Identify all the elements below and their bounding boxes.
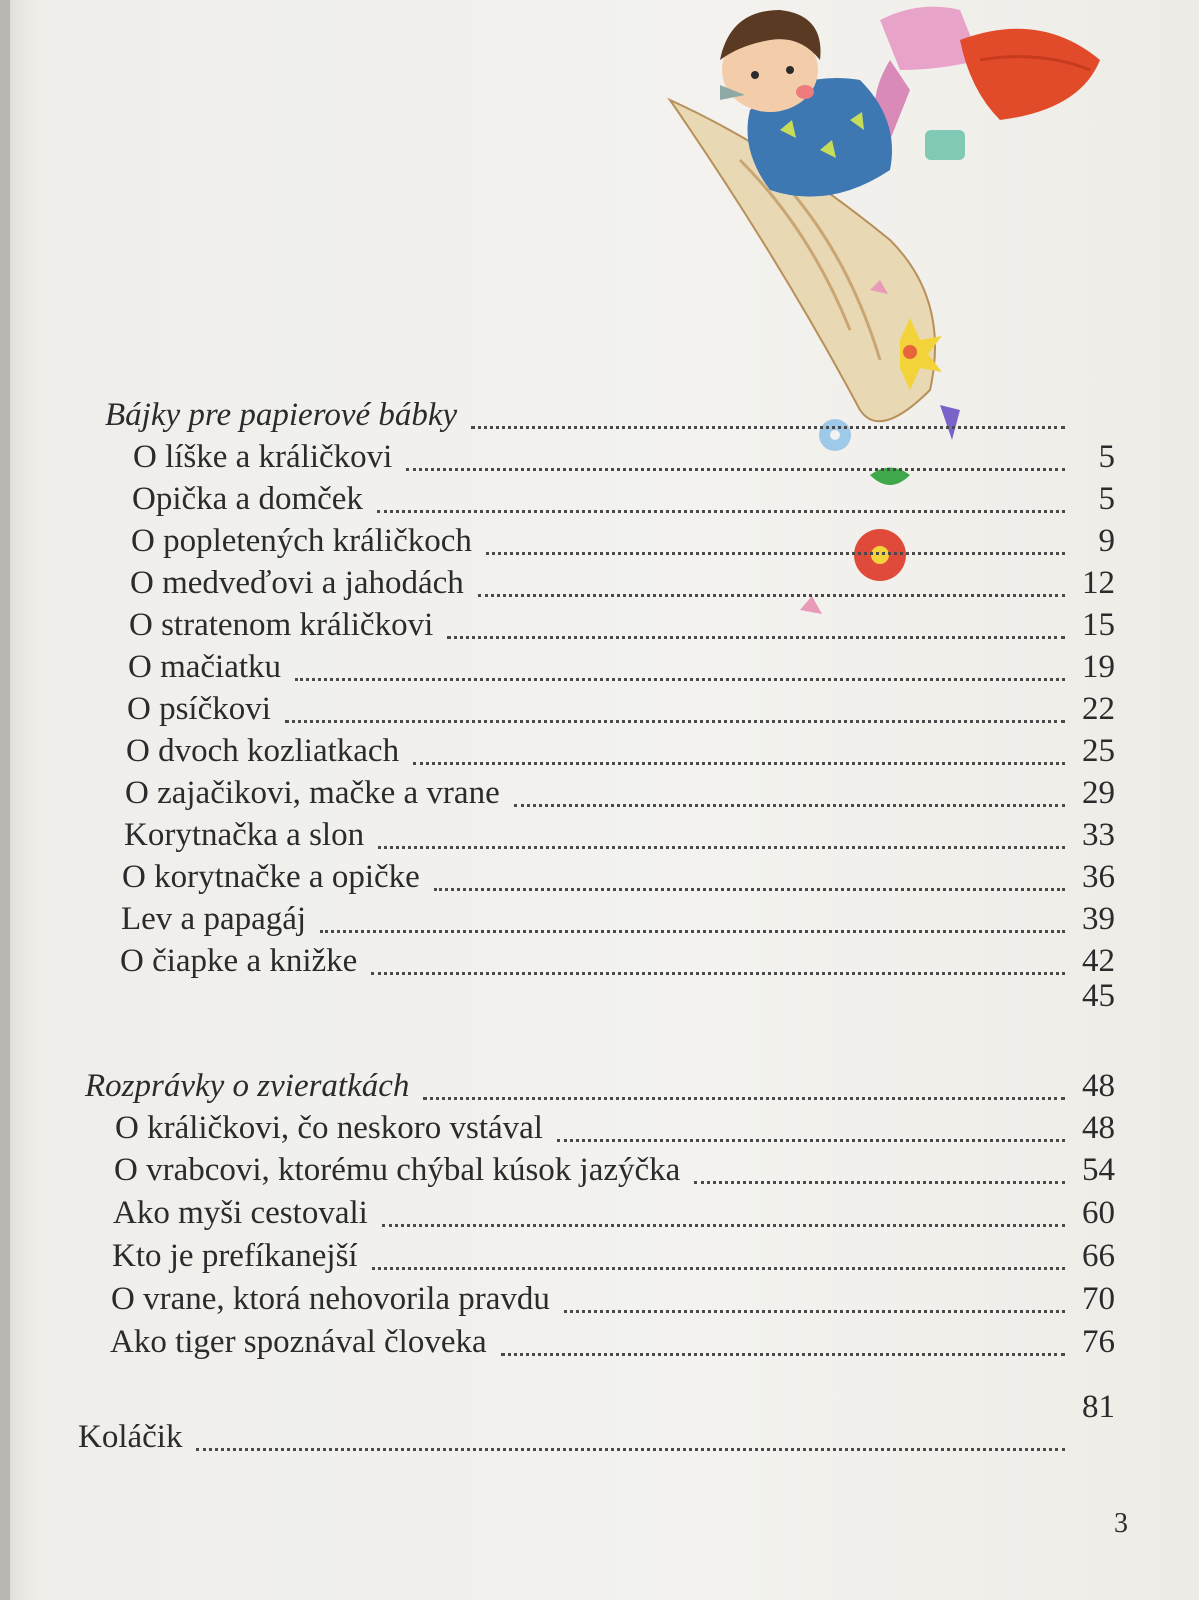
page-number: 3: [1114, 1508, 1128, 1539]
toc-entry-final[interactable]: [78, 1389, 1115, 1457]
toc-entry-title: Ako myši cestovali: [113, 1195, 368, 1231]
toc-page-number: 39: [1082, 901, 1115, 937]
toc-entry[interactable]: [115, 1108, 1115, 1148]
toc-page-number: 5: [1098, 439, 1115, 475]
toc-entry-title: O dvoch kozliatkach: [126, 733, 400, 769]
toc-entry-title: O stratenom králičkovi: [129, 607, 434, 643]
toc-page-number: 33: [1082, 817, 1115, 853]
toc-page-number: 15: [1082, 607, 1115, 643]
toc-entry-title: Korytnačka a slon: [124, 817, 365, 853]
toc-page-number: 5: [1098, 481, 1115, 517]
dot-leader: [378, 846, 1065, 849]
toc-entry-title: O vrane, ktorá nehovorila pravdu: [111, 1281, 550, 1317]
toc-entry-title: O čiapke a knižke: [120, 943, 358, 979]
toc-page-number: 76: [1082, 1324, 1115, 1360]
toc-entry-title: O líške a králičkovi: [133, 439, 393, 475]
toc-entry-title: O králičkovi, čo neskoro vstával: [115, 1110, 543, 1146]
toc-page-number: 81: [1082, 1389, 1115, 1425]
toc-entry-title: Kto je prefíkanejší: [112, 1238, 358, 1274]
toc-page-number: 22: [1082, 691, 1115, 727]
toc-entry[interactable]: [129, 605, 1115, 645]
toc-section[interactable]: [85, 1066, 1115, 1106]
toc-entry-title: Ako tiger spoznával človeka: [110, 1324, 487, 1360]
dot-leader: [501, 1353, 1065, 1356]
toc-entry[interactable]: [124, 815, 1115, 855]
dot-leader: [434, 888, 1065, 891]
toc-section-title: Bájky pre papierové bábky: [105, 397, 458, 433]
toc-section-title: Rozprávky o zvieratkách: [85, 1068, 410, 1104]
dot-leader: [377, 510, 1065, 513]
toc-entry-title: O mačiatku: [128, 649, 282, 685]
toc-page-number: 9: [1098, 523, 1115, 559]
dot-leader: [406, 468, 1065, 471]
toc-page-number: 45: [1082, 978, 1115, 1014]
dot-leader: [423, 1097, 1065, 1100]
toc-entry[interactable]: [120, 941, 1115, 981]
toc-page-number: 70: [1082, 1281, 1115, 1317]
toc-page-number: 25: [1082, 733, 1115, 769]
toc-entry-title: O popletených králičkoch: [131, 523, 472, 559]
dot-leader: [514, 804, 1065, 807]
dot-leader: [295, 678, 1065, 681]
dot-leader: [371, 972, 1065, 975]
toc-trailing-page: [120, 976, 1115, 1016]
toc-page-number: 19: [1082, 649, 1115, 685]
toc-entry[interactable]: [132, 479, 1115, 519]
dot-leader: [372, 1267, 1065, 1270]
toc-page-number: 48: [1082, 1110, 1115, 1146]
toc-page-number: 60: [1082, 1195, 1115, 1231]
dot-leader: [471, 426, 1065, 429]
toc-entry-title: O korytnačke a opičke: [122, 859, 420, 895]
toc-entry-title: Lev a papagáj: [121, 901, 307, 937]
toc-page-number: 42: [1082, 943, 1115, 979]
toc-page-number: 66: [1082, 1238, 1115, 1274]
toc-entry-title: O psíčkovi: [127, 691, 271, 727]
dot-leader: [285, 720, 1065, 723]
toc-entry-title: Opička a domček: [132, 481, 363, 517]
toc-page-number: 12: [1082, 565, 1115, 601]
toc-entry[interactable]: [122, 857, 1115, 897]
toc-entry[interactable]: [130, 563, 1115, 603]
toc-entry[interactable]: [110, 1322, 1115, 1362]
toc-page-number: 54: [1082, 1152, 1115, 1188]
dot-leader: [382, 1224, 1065, 1227]
toc-entry-title: Koláčik: [78, 1419, 183, 1455]
toc-entry[interactable]: [133, 437, 1115, 477]
toc-page-number: 48: [1082, 1068, 1115, 1104]
dot-leader: [413, 762, 1065, 765]
dot-leader: [694, 1181, 1065, 1184]
toc-entry[interactable]: [111, 1279, 1115, 1319]
dot-leader: [557, 1139, 1065, 1142]
dot-leader: [478, 594, 1065, 597]
dot-leader: [320, 930, 1065, 933]
dot-leader: [447, 636, 1065, 639]
dot-leader: [564, 1310, 1065, 1313]
toc-entry[interactable]: [125, 773, 1115, 813]
dot-leader: [486, 552, 1065, 555]
toc-entry[interactable]: [127, 689, 1115, 729]
toc-page-number: 36: [1082, 859, 1115, 895]
toc-entry[interactable]: [128, 647, 1115, 687]
toc-section[interactable]: [105, 395, 1115, 435]
toc-entry[interactable]: [131, 521, 1115, 561]
toc-entry[interactable]: [121, 899, 1115, 939]
toc-page-number: 29: [1082, 775, 1115, 811]
toc-entry[interactable]: [112, 1236, 1115, 1276]
toc-entry[interactable]: [113, 1193, 1115, 1233]
toc-entry[interactable]: [126, 731, 1115, 771]
toc-entry[interactable]: [114, 1150, 1115, 1190]
dot-leader: [196, 1448, 1065, 1451]
toc-entry-title: O medveďovi a jahodách: [130, 565, 464, 601]
toc-entry-title: O vrabcovi, ktorému chýbal kúsok jazýčka: [114, 1152, 681, 1188]
toc-entry-title: O zajačikovi, mačke a vrane: [125, 775, 500, 811]
